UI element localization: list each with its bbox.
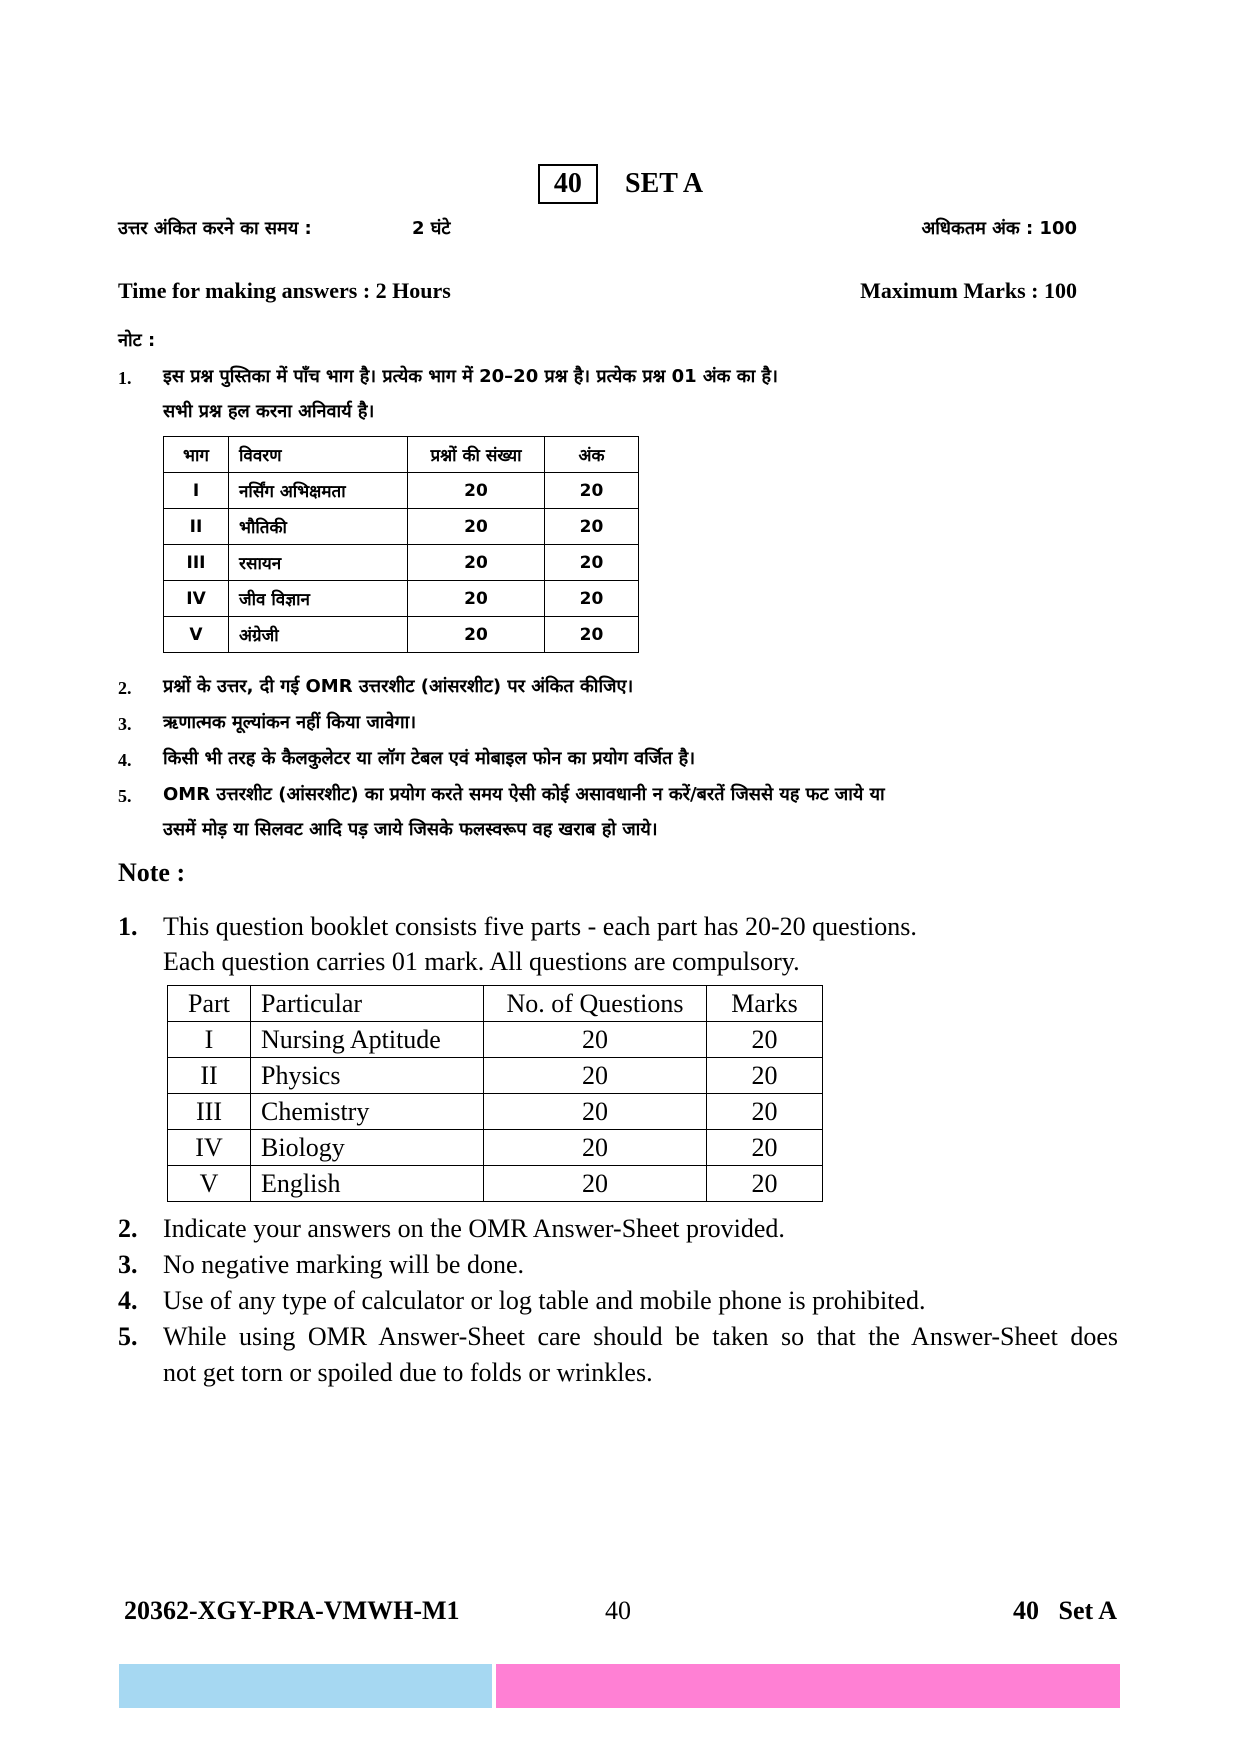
hindi-item-3-text: ऋणात्मक मूल्यांकन नहीं किया जावेगा। (163, 712, 417, 733)
table-cell: 20 (545, 473, 639, 509)
table-row (168, 1022, 823, 1058)
table-cell: जीव विज्ञान (229, 581, 408, 617)
english-parts-table (167, 985, 823, 1202)
table-cell: 20 (408, 617, 545, 653)
marks-en: Maximum Marks : 100 (860, 278, 1077, 303)
time-hi-label: उत्तर अंकित करने का समय : (118, 218, 312, 239)
table-cell: 20 (408, 545, 545, 581)
table-header-cell: No. of Questions (484, 986, 707, 1022)
table-cell: 20 (408, 473, 545, 509)
table-cell: I (164, 473, 229, 509)
table-row (164, 473, 639, 509)
table-cell: 20 (545, 617, 639, 653)
set-number-box: 40 (538, 164, 598, 204)
table-cell: 20 (484, 1094, 707, 1130)
table-row (164, 509, 639, 545)
table-cell: 20 (545, 581, 639, 617)
table-header-cell: Marks (707, 986, 823, 1022)
table-cell: Biology (251, 1130, 484, 1166)
table-row (168, 1130, 823, 1166)
table-cell: IV (168, 1130, 251, 1166)
table-row (164, 581, 639, 617)
table-cell: 20 (707, 1058, 823, 1094)
table-cell: English (251, 1166, 484, 1202)
table-cell: भौतिकी (229, 509, 408, 545)
footer-bar-left (119, 1664, 492, 1708)
table-cell: II (168, 1058, 251, 1094)
time-hi-value: 2 घंटे (412, 218, 451, 239)
table-row (168, 1166, 823, 1202)
hindi-item-1-line2: सभी प्रश्न हल करना अनिवार्य है। (163, 401, 375, 422)
table-cell: V (168, 1166, 251, 1202)
table-cell: 20 (545, 545, 639, 581)
table-cell: 20 (484, 1022, 707, 1058)
english-item-2-text: Indicate your answers on the OMR Answer-Sheet provided. (163, 1214, 785, 1243)
hindi-item-1-line1: इस प्रश्न पुस्तिका में पाँच भाग है। प्रत्येक भाग में 20–20 प्रश्न है। प्रत्येक प्रश्न 01 अंक का है। (163, 366, 778, 387)
table-cell: 20 (707, 1130, 823, 1166)
table-header-row (168, 986, 823, 1022)
english-item-1-line1: This question booklet consists five parts - each part has 20-20 questions. (163, 912, 917, 941)
footer-bar-right (496, 1664, 1120, 1708)
table-cell: 20 (484, 1058, 707, 1094)
marks-hi: अधिकतम अंक : 100 (921, 218, 1077, 239)
hindi-item-1-num: 1. (118, 368, 132, 388)
table-cell: 20 (484, 1166, 707, 1202)
time-en: Time for making answers : 2 Hours (118, 278, 451, 303)
table-cell: V (164, 617, 229, 653)
hindi-item-4-text: किसी भी तरह के कैलकुलेटर या लॉग टेबल एवं मोबाइल फोन का प्रयोग वर्जित है। (163, 748, 696, 769)
table-header-cell: प्रश्नों की संख्या (408, 437, 545, 473)
table-row (164, 545, 639, 581)
hindi-note-heading: नोट : (118, 330, 156, 351)
table-cell: Physics (251, 1058, 484, 1094)
table-cell: 20 (484, 1130, 707, 1166)
table-cell: रसायन (229, 545, 408, 581)
table-cell: Chemistry (251, 1094, 484, 1130)
english-item-1-num: 1. (118, 912, 138, 941)
english-item-3-text: No negative marking will be done. (163, 1250, 525, 1279)
table-row (164, 617, 639, 653)
table-cell: I (168, 1022, 251, 1058)
table-cell: 20 (707, 1022, 823, 1058)
table-header-cell: विवरण (229, 437, 408, 473)
table-header-cell: भाग (164, 437, 229, 473)
footer-page-number: 40 (605, 1596, 631, 1625)
table-cell: 20 (408, 581, 545, 617)
hindi-item-4-num: 4. (118, 750, 132, 770)
english-note-heading: Note : (118, 858, 186, 887)
footer-code: 20362-XGY-PRA-VMWH-M1 (124, 1596, 460, 1625)
table-cell: Nursing Aptitude (251, 1022, 484, 1058)
english-item-2-num: 2. (118, 1214, 138, 1243)
hindi-item-5-line2: उसमें मोड़ या सिलवट आदि पड़ जाये जिसके फलस्वरूप वह खराब हो जाये। (163, 819, 658, 840)
english-item-5-line2: not get torn or spoiled due to folds or wrinkles. (163, 1358, 653, 1387)
english-item-4-num: 4. (118, 1286, 138, 1315)
hindi-item-5-num: 5. (118, 786, 132, 806)
english-item-5-num: 5. (118, 1322, 138, 1351)
hindi-parts-table (163, 436, 639, 653)
set-label: SET A (625, 168, 704, 199)
table-header-cell: अंक (545, 437, 639, 473)
table-row (168, 1094, 823, 1130)
table-cell: III (164, 545, 229, 581)
table-header-cell: Part (168, 986, 251, 1022)
hindi-item-2-num: 2. (118, 678, 132, 698)
table-cell: 20 (545, 509, 639, 545)
footer-set: 40 Set A (1013, 1596, 1117, 1625)
set-header (0, 164, 1241, 204)
table-cell: 20 (707, 1094, 823, 1130)
english-item-3-num: 3. (118, 1250, 138, 1279)
table-cell: II (164, 509, 229, 545)
hindi-item-2-text: प्रश्नों के उत्तर, दी गई OMR उत्तरशीट (आंसरशीट) पर अंकित कीजिए। (163, 676, 634, 697)
english-item-5-line1: While using OMR Answer-Sheet care should be taken so that the Answer-Sheet does (163, 1322, 1118, 1351)
table-cell: 20 (408, 509, 545, 545)
table-header-cell: Particular (251, 986, 484, 1022)
table-cell: 20 (707, 1166, 823, 1202)
english-item-1-line2: Each question carries 01 mark. All questions are compulsory. (163, 947, 800, 976)
table-row (168, 1058, 823, 1094)
table-cell: III (168, 1094, 251, 1130)
hindi-item-5-line1: OMR उत्तरशीट (आंसरशीट) का प्रयोग करते समय ऐसी कोई असावधानी न करें/बरतें जिससे यह फट जाये या (163, 784, 885, 805)
table-cell: अंग्रेजी (229, 617, 408, 653)
table-header-row (164, 437, 639, 473)
table-cell: IV (164, 581, 229, 617)
hindi-item-3-num: 3. (118, 714, 132, 734)
english-item-4-text: Use of any type of calculator or log table and mobile phone is prohibited. (163, 1286, 926, 1315)
table-cell: नर्सिंग अभिक्षमता (229, 473, 408, 509)
